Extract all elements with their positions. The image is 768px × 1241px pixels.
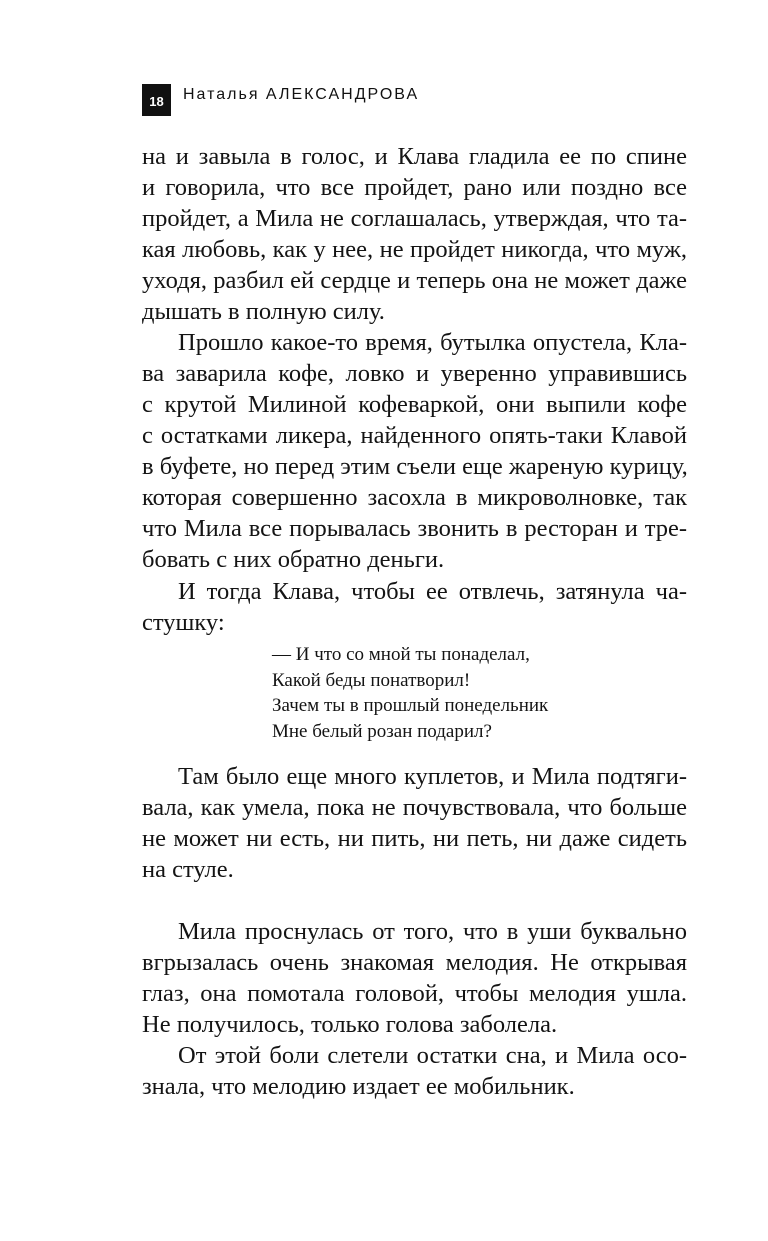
text-line: уходя, разбил ей сердце и теперь она не может даже [142,267,687,294]
running-header [142,84,419,116]
text-line: знала, что мелодию издает ее мобильник. [142,1073,575,1100]
paragraph-3 [142,576,687,638]
text-line: пройдет, а Мила не соглашалась, утверждая, что та- [142,205,687,232]
text-line: бовать с них обратно деньги. [142,546,445,573]
text-line: и говорила, что все пройдет, рано или поздно все [142,174,687,201]
text-line: которая совершенно засохла в микроволновке, так [142,484,687,511]
text-line: дышать в полную силу. [142,298,385,325]
poem-line: Мне белый розан подарил? [272,720,492,742]
running-header-author: Наталья АЛЕКСАНДРОВА [183,86,420,103]
text-line: вала, как умела, пока не почувствовала, что больше [142,794,687,821]
poem-quote [272,642,548,744]
text-line: на и завыла в голос, и Клава гладила ее по спине [142,143,687,170]
text-line: Мила проснулась от того, что в уши буквально [178,918,687,945]
poem-line: — И что со мной ты понаделал, [272,644,530,665]
text-line: с крутой Милиной кофеваркой, они выпили кофе [142,391,687,418]
text-line: От этой боли слетели остатки сна, и Мила осо- [178,1042,687,1069]
text-line: Там было еще много куплетов, и Мила подтяги- [178,763,687,790]
paragraph-5 [142,916,687,1040]
text-line: вгрызалась очень знакомая мелодия. Не открывая [142,949,687,976]
text-line: глаз, она помотала головой, чтобы мелодия ушла. [142,980,687,1007]
text-line: И тогда Клава, чтобы ее отвлечь, затянула ча- [178,578,687,605]
text-line: ва заварила кофе, ловко и уверенно управившись [142,360,687,387]
text-line: кая любовь, как у нее, не пройдет никогда, что муж, [142,236,687,263]
text-line: с остатками ликера, найденного опять-таки Клавой [142,422,687,449]
text-line: в буфете, но перед этим съели еще жареную курицу, [142,453,688,480]
paragraph-2 [142,327,687,575]
paragraph-1 [142,141,687,327]
text-line: не может ни есть, ни пить, ни петь, ни даже сидеть [142,825,687,852]
paragraph-6 [142,1040,687,1102]
page-number: 18 [142,84,171,116]
text-line: Прошло какое-то время, бутылка опустела, Кла- [178,329,687,356]
text-line: что Мила все порывалась звонить в ресторан и тре- [142,515,687,542]
poem-line: Зачем ты в прошлый понедельник [272,695,549,716]
text-line: на стуле. [142,856,234,883]
paragraph-4 [142,761,687,885]
text-line: стушку: [142,609,225,636]
text-line: Не получилось, только голова заболела. [142,1011,558,1038]
poem-line: Какой беды понатворил! [272,669,471,691]
